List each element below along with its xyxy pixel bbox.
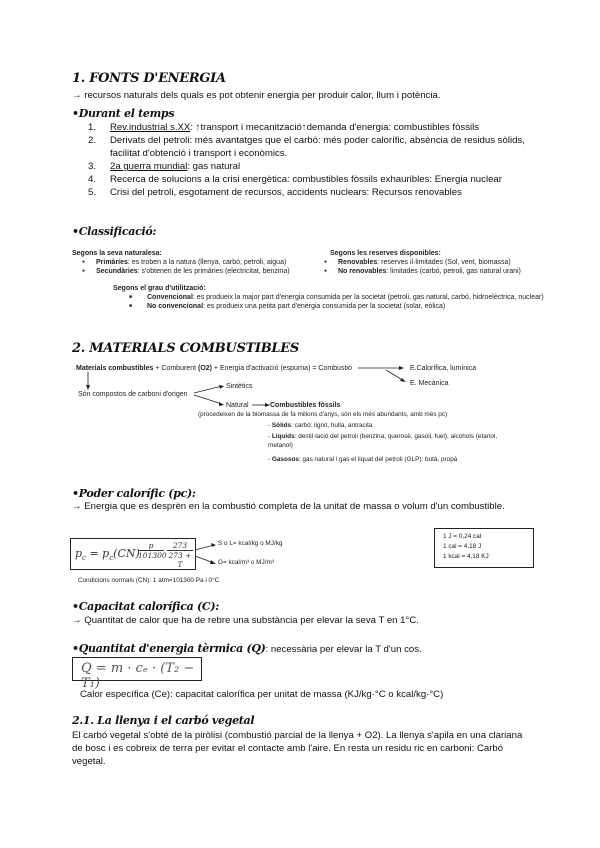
pc-formula-box: $p_c = p_c(CN)$ p 101300 273 273 + T bbox=[70, 538, 196, 570]
solids-item: - Sòlids: carbó: lignit, hulla, antracita bbox=[268, 422, 373, 429]
history-link[interactable]: 2a guerra mundial bbox=[110, 161, 188, 172]
q-heading: •Quantitat d'energia tèrmica (Q) bbox=[72, 642, 266, 655]
pc-text: → Energia que es desprèn en la combustió completa de la unitat de massa o volum d'un combustible. bbox=[72, 501, 505, 512]
q-text: : necessària per elevar la T d'un cos. bbox=[265, 644, 422, 655]
history-link[interactable]: Rev.industrial s.XX bbox=[110, 122, 191, 133]
liquids-item: - Líquids: destil·lació del petroli (benzina, querosè, gasoil, fuel), alcohols (etanol, metanol) bbox=[268, 433, 498, 449]
natural-label: Natural bbox=[226, 402, 249, 409]
origin-label: Són compostos de carboni d'origen bbox=[78, 391, 188, 398]
natur-item: ● Primàries: es troben a la natura (llenya, carbó, petroli, aigua) bbox=[80, 258, 342, 267]
combustion-equation: Materials combustibles + Comburent (O2) + Energia d'activació (espurna) = Combustió bbox=[76, 365, 352, 372]
section-1-intro: → recursos naturals dels quals es pot obtenir energia per produir calor, llum i potència. bbox=[72, 90, 441, 101]
fossils-label: Combustibles fòssils bbox=[270, 402, 341, 409]
gas-units: G= kcal/m³ o MJ/m³ bbox=[218, 559, 274, 566]
history-item-5: 5. Crisi del petroli, esgotament de recursos, accidents nuclears: Recursos renovables bbox=[88, 187, 462, 198]
capacitat-heading: •Capacitat calorífica (C): bbox=[72, 600, 220, 613]
sintetics-label: Sintètics bbox=[226, 383, 253, 390]
section-2-title: 2. MATERIALS COMBUSTIBLES bbox=[72, 341, 299, 356]
fossils-desc: (procedeixen de la biomassa de fa milions d'anys, són els més abundants, amb més pc) bbox=[198, 411, 448, 418]
section-2-1-text: El carbó vegetal s'obté de la piròlisi (combustió parcial de la llenya + O2). La llenya s'apila en una clariana de bosc i es cobreix de terra per evitar el contacte amb l'aire. En resta un residu ric en carboni: Carbó vegetal. bbox=[72, 730, 523, 767]
capacitat-text: → Quantitat de calor que ha de rebre una substància per elevar la seva T en 1°C. bbox=[72, 615, 419, 626]
q-formula-box bbox=[72, 657, 202, 691]
history-item-2: 2. Derivats del petroli: més avantatges que el carbó: més poder calorífic, absència de residus sòlids, facilitat d'obtenció i transport i econòmics. bbox=[88, 135, 525, 159]
naturalesa-block: Segons la seva naturalesa: ● Primàries: es troben a la natura (llenya, carbó, petroli, aigua) ● Secundàries: s'obtenen de les primàries (electricitat, benzina) bbox=[72, 249, 342, 276]
unit-line: 1 cal = 4,18 J bbox=[443, 543, 482, 550]
utilitzacio-block: Segons el grau d'utilització: ■ Convencional: es produeix la major part d'energia consumida per la societat (petroli, gas natural, carbó, hidroelèctrica, nuclear) ■ No convencional: es produeix una petita part d'energia consumida per la societat (solar, eòlica) bbox=[113, 284, 553, 311]
unit-line: 1 J = 0,24 cal bbox=[443, 533, 482, 540]
q-formula: Q = m · cₑ · (T₂ − T₁) bbox=[81, 661, 195, 691]
history-item-3: 3. 2a guerra mundial: gas natural bbox=[88, 161, 241, 172]
pc-heading: •Poder calorífic (pc): bbox=[72, 487, 196, 500]
util-item: ■ No convencional: es produeix una petita part d'energia consumida per la societat (solar, eòlica) bbox=[127, 302, 553, 311]
natur-item: ● Secundàries: s'obtenen de les primàries (electricitat, benzina) bbox=[80, 267, 342, 276]
ce-text: Calor específica (Ce): capacitat calorífica per unitat de massa (KJ/kg·°C o kcal/kg·°C) bbox=[80, 689, 444, 700]
gasos-item: - Gasosos: gas natural i gas el liquat del petroli (GLP): butà, propà bbox=[268, 456, 458, 463]
units-box bbox=[434, 528, 534, 568]
history-item-4: 4. Recerca de solucions a la crisi energètica: combustibles fòssils exhauribles: Energia nuclear bbox=[88, 174, 502, 185]
effect-label: E.Calorífica, lumínica bbox=[410, 365, 477, 372]
reserves-item: ● Renovables: reserves il·limitades (Sol, vent, biomassa) bbox=[322, 258, 580, 267]
q-line bbox=[72, 642, 422, 656]
reserves-item: ● No renovables: limitades (carbó, petroli, gas natural urani) bbox=[322, 267, 580, 276]
history-item-1: 1. Rev.industrial s.XX: ↑transport i mecanització↑demanda d'energia: combustibles fòssils bbox=[88, 122, 480, 133]
normal-conditions: Condicions normals (CN): 1 atm=101300 Pa i 0°C bbox=[78, 577, 220, 584]
section-1-title: 1. FONTS D'ENERGIA bbox=[72, 71, 226, 86]
section-2-1-title: 2.1. La llenya i el carbó vegetal bbox=[72, 714, 255, 727]
reserves-block: Segons les reserves disponibles: ● Renovables: reserves il·limitades (Sol, vent, biomassa) ● No renovables: limitades (carbó, petroli, gas natural urani) bbox=[330, 249, 580, 276]
solid-units: S o L= kcal/kg o MJ/kg bbox=[218, 540, 283, 547]
util-item: ■ Convencional: es produeix la major part d'energia consumida per la societat (petroli, gas natural, carbó, hidroelèctrica, nuclear) bbox=[127, 293, 553, 302]
unit-line: 1 kcal = 4,18 KJ bbox=[443, 553, 489, 560]
mecanica-label: E. Mecànica bbox=[410, 380, 449, 387]
classification-heading: •Classificació: bbox=[72, 225, 157, 238]
durant-heading: •Durant el temps bbox=[72, 107, 175, 120]
